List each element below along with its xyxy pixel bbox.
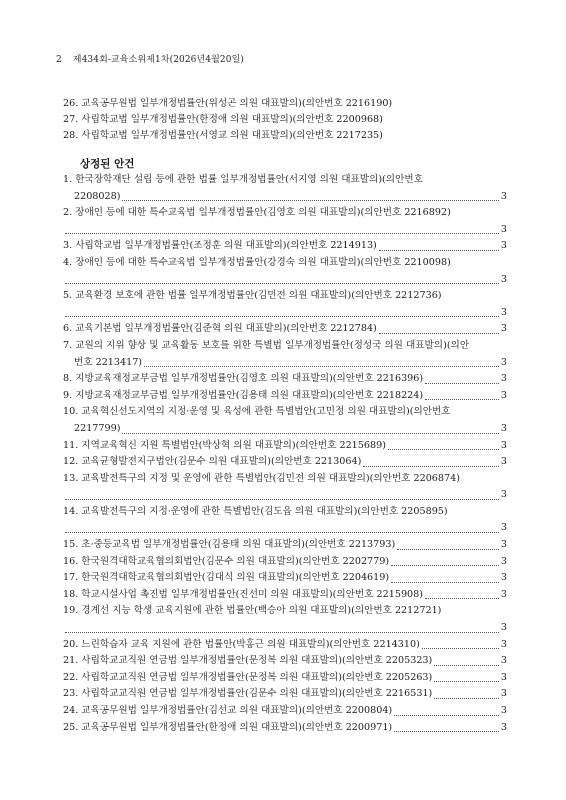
page-ref: 3: [500, 638, 507, 650]
page-ref: 3: [500, 273, 507, 285]
page-ref: 3: [500, 223, 507, 235]
running-header: [56, 52, 506, 65]
page-ref: 3: [500, 240, 507, 252]
agenda-item: [63, 388, 507, 405]
dot-leader: [65, 315, 499, 317]
dot-leader: [65, 531, 499, 533]
agenda-item: [63, 537, 507, 554]
agenda-item-text: 2. 장애인 등에 대한 특수교육법 일부개정법률안(김영호 의원 대표발의)(의안번호 2216892): [63, 207, 451, 219]
agenda-item: [63, 670, 507, 687]
page-number: 2: [56, 55, 62, 65]
dot-leader: [425, 382, 499, 384]
agenda-item-text: 18. 학교시설사업 촉진법 일부개정법률안(진선미 의원 대표발의)(의안번호 2215908): [63, 588, 424, 600]
agenda-item: [63, 338, 507, 371]
agenda-item-text: 7. 교원의 지위 향상 및 교육활동 보호를 위한 특별법 일부개정법률안(정성국 의원 대표발의)(의안: [63, 339, 470, 351]
dot-leader: [379, 332, 499, 334]
agenda-item-text: 17. 한국원격대학교육협의회법안(김대식 의원 대표발의)(의안번호 2204619): [63, 572, 390, 584]
agenda-item-text: 25. 교육공무원법 일부개정법률안(한정애 의원 대표발의)(의안번호 2200971): [63, 721, 393, 733]
agenda-item: [63, 288, 507, 321]
agenda-item-text: 24. 교육공무원법 일부개정법률안(김선교 의원 대표발의)(의안번호 2200804): [63, 705, 393, 716]
dot-leader: [397, 548, 499, 550]
page-ref: 3: [500, 422, 507, 434]
agenda-item: [63, 603, 507, 636]
page-ref: 3: [500, 588, 507, 600]
dot-leader: [422, 647, 499, 649]
agenda-item: [63, 653, 507, 670]
dot-leader: [65, 282, 499, 284]
agenda-item-text: 6. 교육기본법 일부개정법률안(김준혁 의원 대표발의)(의안번호 2212784): [63, 323, 377, 335]
page-ref: 3: [500, 323, 507, 335]
dot-leader: [434, 697, 499, 699]
agenda-item: [63, 703, 507, 720]
page-ref: 3: [500, 705, 507, 716]
agenda-list: [63, 172, 507, 736]
agenda-item: [63, 404, 507, 437]
section-title: 상정된 안건: [80, 158, 135, 170]
page-ref: 3: [500, 356, 507, 368]
agenda-item-text: 16. 한국원격대학교육협의회법안(김문수 의원 대표발의)(의안번호 2202779): [63, 555, 390, 567]
agenda-item: [63, 172, 507, 205]
dot-leader: [434, 664, 499, 666]
agenda-item: [63, 504, 507, 537]
dot-leader: [144, 365, 499, 367]
agenda-item: [63, 454, 507, 471]
page-ref: 3: [500, 721, 507, 733]
agenda-item: [63, 438, 507, 455]
agenda-item-text: 번호 2213417): [74, 356, 143, 368]
agenda-item-text: 11. 지역교육혁신 지원 특별법안(박상혁 의원 대표발의)(의안번호 2215689): [63, 439, 386, 451]
dot-leader: [65, 498, 499, 500]
page-ref: 3: [500, 489, 507, 501]
agenda-item-text: 5. 교육환경 보호에 관한 법률 일부개정법률안(김민전 의원 대표발의)(의안번호 2212736): [63, 290, 442, 302]
agenda-item-text: 12. 교육균형발전지구법안(김문수 의원 대표발의)(의안번호 2213064): [63, 456, 362, 468]
page-ref: 3: [500, 522, 507, 534]
agenda-item: [63, 720, 507, 737]
dot-leader: [394, 730, 499, 732]
page-ref: 3: [500, 688, 507, 700]
dot-leader: [394, 714, 499, 716]
page-ref: 3: [500, 539, 507, 551]
page-ref: 3: [500, 671, 507, 683]
dot-leader: [388, 448, 499, 450]
dot-leader: [434, 680, 499, 682]
agenda-item-text: 19. 경계선 지능 학생 교육지원에 관한 법률안(백승아 의원 대표발의)(의안번호 2212721): [63, 605, 442, 617]
agenda-item-text: 21. 사립학교교직원 연금법 일부개정법률안(문정복 의원 대표발의)(의안번호 2205323): [63, 655, 433, 667]
page-ref: 3: [500, 622, 507, 634]
agenda-item-text: 10. 교육혁신선도지역의 지정·운영 및 육성에 관한 특별법안(고민정 의원 대표발의)(의안번호: [63, 406, 451, 418]
dot-leader: [65, 631, 499, 633]
agenda-item-text: 1. 한국장학재단 설립 등에 관한 법률 일부개정법률안(서지영 의원 대표발의)(의안번호: [63, 174, 423, 185]
agenda-item: [63, 238, 507, 255]
agenda-item: [63, 570, 507, 587]
page-ref: 3: [500, 389, 507, 401]
agenda-item: [63, 471, 507, 504]
dot-leader: [425, 398, 499, 400]
page-ref: 3: [500, 555, 507, 567]
agenda-item-text: 22. 사립학교교직원 연금법 일부개정법률안(문정복 의원 대표발의)(의안번호 2205263): [63, 671, 433, 683]
agenda-item: [63, 637, 507, 654]
page-ref: 3: [500, 572, 507, 584]
agenda-item: [63, 255, 507, 288]
list-item: 26. 교육공무원법 일부개정법률안(위성곤 의원 대표발의)(의안번호 2216190): [63, 98, 393, 109]
agenda-item-text: 15. 초·중등교육법 일부개정법률안(김용태 의원 대표발의)(의안번호 2213793): [63, 539, 396, 551]
agenda-item-text: 2208028): [74, 190, 121, 202]
previous-items-list: [63, 96, 503, 144]
agenda-item: [63, 587, 507, 604]
page-ref: 3: [500, 655, 507, 667]
header-title: 제434회-교육소위제1차(2026년4월20일): [72, 55, 244, 65]
agenda-item-text: 3. 사립학교법 일부개정법률안(조정훈 의원 대표발의)(의안번호 2214913): [63, 240, 377, 252]
dot-leader: [425, 597, 499, 599]
dot-leader: [65, 232, 499, 234]
agenda-item-text: 9. 지방교육재정교부금법 일부개정법률안(김용태 의원 대표발의)(의안번호 2218224): [63, 389, 424, 401]
page-ref: 3: [500, 456, 507, 468]
dot-leader: [391, 581, 499, 583]
page-ref: 3: [500, 306, 507, 318]
agenda-item-text: 4. 장애인 등에 대한 특수교육법 일부개정법률안(강경숙 의원 대표발의)(의안번호 2210098): [63, 256, 451, 268]
agenda-item-text: 8. 지방교육재정교부금법 일부개정법률안(김영호 의원 대표발의)(의안번호 2216396): [63, 373, 424, 385]
agenda-item-text: 20. 느린학습자 교육 지원에 관한 법률안(박홍근 의원 대표발의)(의안번호 2214310): [63, 638, 420, 650]
list-item: 27. 사립학교법 일부개정법률안(한정애 의원 대표발의)(의안번호 2200968): [63, 114, 383, 125]
agenda-item-text: 23. 사립학교교직원 연금법 일부개정법률안(김문수 의원 대표발의)(의안번호 2216531): [63, 688, 433, 700]
agenda-item-text: 13. 교육발전특구의 지정 및 운영에 관한 특별법안(김민전 의원 대표발의)(의안번호 2206874): [63, 472, 460, 484]
agenda-item-text: 2217799): [74, 422, 121, 434]
page-ref: 3: [500, 439, 507, 451]
dot-leader: [122, 199, 498, 201]
agenda-item-text: 14. 교육발전특구의 지정·운영에 관한 특별법안(김도읍 의원 대표발의)(의안번호 2205895): [63, 505, 448, 517]
dot-leader: [379, 249, 499, 251]
agenda-item: [63, 205, 507, 238]
dot-leader: [391, 564, 499, 566]
agenda-item: [63, 371, 507, 388]
agenda-item: [63, 321, 507, 338]
page-ref: 3: [500, 373, 507, 385]
agenda-item: [63, 686, 507, 703]
dot-leader: [122, 432, 498, 434]
agenda-item: [63, 554, 507, 571]
page-ref: 3: [500, 190, 507, 202]
list-item: 28. 사립학교법 일부개정법률안(서영교 의원 대표발의)(의안번호 2217235): [63, 130, 383, 141]
dot-leader: [363, 465, 499, 467]
